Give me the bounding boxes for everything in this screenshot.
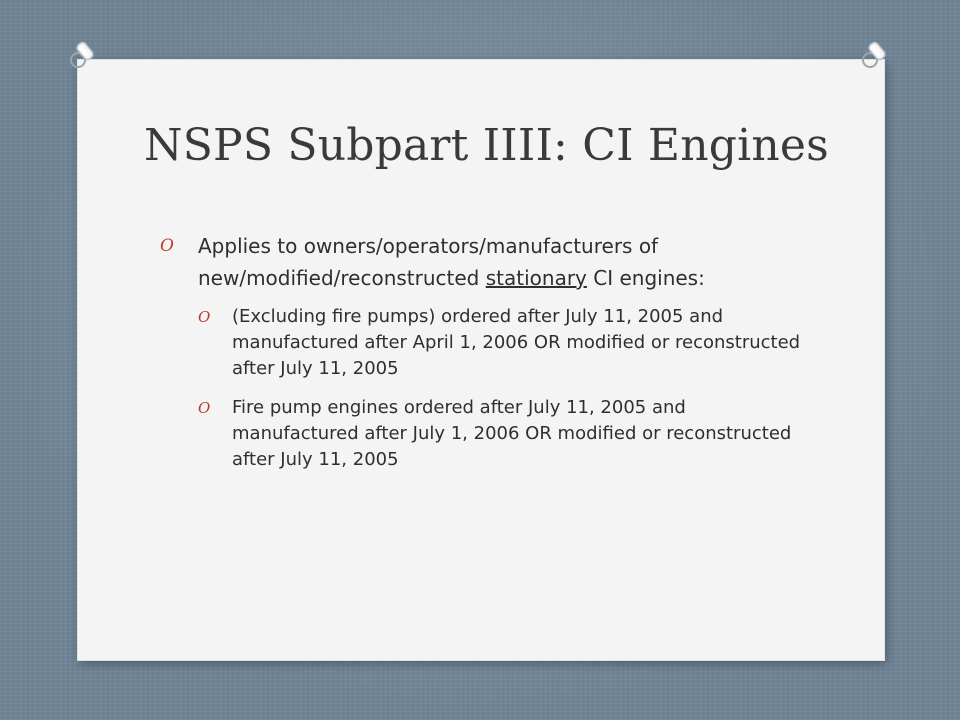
main-bullet-text: Applies to owners/operators/manufacturers of new/modified/reconstructed stationary CI engines:: [198, 234, 705, 290]
bullet-marker-icon: O: [160, 236, 174, 256]
underlined-term: stationary: [485, 266, 587, 290]
bullet-list: [160, 230, 810, 486]
slide-title: NSPS Subpart IIII: CI Engines: [144, 120, 829, 171]
sub-bullet: [198, 395, 810, 473]
sub-bullet: [198, 304, 810, 382]
pushpin-icon: [64, 38, 100, 74]
bullet-marker-icon: O: [198, 399, 211, 417]
pushpin-icon: [856, 38, 892, 74]
sub-bullet-text: (Excluding fire pumps) ordered after July 11, 2005 and manufactured after April 1, 2006 OR modified or reconstructed after July 11, 2005: [232, 306, 801, 379]
main-bullet: [160, 230, 810, 473]
sub-bullet-text: Fire pump engines ordered after July 11, 2005 and manufactured after July 1, 2006 OR modified or reconstructed after July 11, 2005: [232, 397, 792, 470]
bullet-marker-icon: O: [198, 308, 211, 326]
sub-bullet-list: [198, 304, 810, 473]
